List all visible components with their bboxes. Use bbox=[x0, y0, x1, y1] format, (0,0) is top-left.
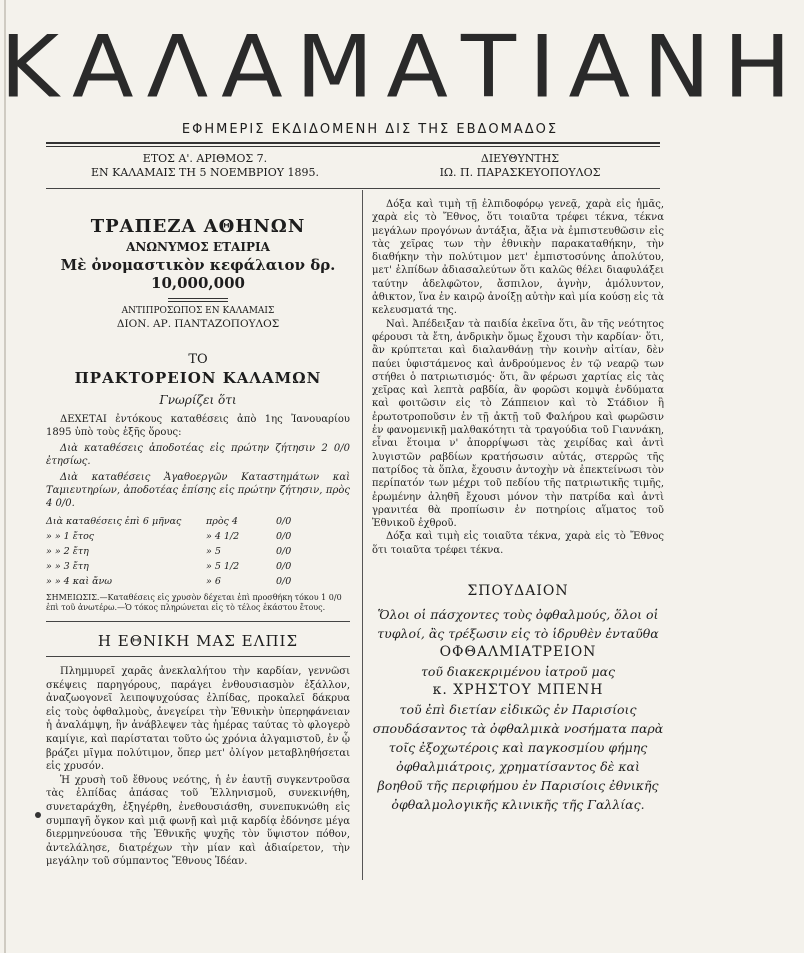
ad-intro: Ὅλοι οἱ πάσχοντες τοὺς ὀφθαλμούς, ὅλοι οἱ τυφλοί, ἂς τρέξωσιν εἰς τὸ ἱδρυθὲν ἐνταῦθα bbox=[377, 607, 659, 642]
header-rule bbox=[46, 188, 660, 189]
article-title: Η ΕΘΝΙΚΗ ΜΑΣ ΕΛΠΙΣ bbox=[97, 632, 299, 650]
announces-label: Γνωρίζει ὅτι bbox=[159, 393, 237, 407]
section-rule bbox=[46, 621, 350, 622]
rate-value: πρὸς 4 bbox=[206, 516, 238, 527]
rate-unit: 0/0 bbox=[276, 561, 292, 572]
representative-name: ΔΙΟΝ. ΑΡ. ΠΑΝΤΑΖΟΠΟΥΛΟΣ bbox=[116, 318, 280, 330]
left-column bbox=[46, 198, 350, 869]
article-paragraph-1: Πλημμυρεῖ χαρᾶς ἀνεκλαλήτου τὴν καρδίαν, γεννῶσι σκέψεις παρηγόρους, παράγει ἐνθουσιασμὸν ἐξάλλον, ἀναζωογονεῖ λειποψυχούσας ἐλπίδας, προκαλεῖ δάκρυα εἰς τοὺς ὀφθαλμοὺς, ἀνεγείρει τὴν Ἐθνικὴν ὑπερηφάνειαν ἡ ἀναλάμψη, ἣν ἀνάβλεψεν τὰς ἡμέρας ταύτας τὸ φλογερὸ καμίγιε, καὶ παρίσταται τοῦτο ὡς χρόνια ἀλγαμιστοῦ, ἐν ᾧ βράζει μῖγμα πολύτιμον, ὅπερ μετ' ὀλίγον μεταβληθήσεται εἰς χρυσόν. bbox=[46, 666, 350, 773]
notice-title: ΣΠΟΥΔΑΙΟΝ bbox=[467, 583, 569, 600]
director-label: ΔΙΕΥΘΥΝΤΗΣ bbox=[480, 152, 560, 165]
agency-title: ΠΡΑΚΤΟΡΕΙΟΝ ΚΑΛΑΜΩΝ bbox=[74, 369, 322, 387]
rate-unit: 0/0 bbox=[276, 516, 292, 527]
deposit-demand: Διὰ καταθέσεις ἀποδοτέας εἰς πρώτην ζήτησιν 2 0/0 ἐτησίως. bbox=[46, 443, 350, 467]
rate-unit: 0/0 bbox=[276, 546, 292, 557]
bank-note: ΣΗΜΕΙΩΣΙΣ.—Καταθέσεις εἰς χρυσὸν δέχεται ἐπὶ προσθήκη τόκου 1 0/0 ἐπὶ τοῦ ἀνωτέρω.—Ὁ τόκος πληρώνεται εἰς τὸ τέλος ἑκάστου ἔτους. bbox=[46, 593, 342, 612]
to-label: ΤΟ bbox=[188, 352, 208, 367]
rate-row bbox=[46, 559, 350, 574]
right-paragraph-3: Δόξα καὶ τιμὴ εἰς τοιαῦτα τέκνα, χαρὰ εἰς τὸ Ἔθνος ὅτι τοιαῦτα τρέφει τέκνα. bbox=[372, 531, 664, 556]
rate-value: » 4 1/2 bbox=[206, 531, 240, 542]
bank-subtitle: ΑΝΩΝΥΜΟΣ ΕΤΑΙΡΙΑ bbox=[126, 240, 270, 254]
margin-mark bbox=[35, 812, 41, 818]
rate-row bbox=[46, 574, 350, 589]
bank-capital: Μὲ ὀνομαστικὸν κεφάλαιον δρ. 10,000,000 bbox=[60, 256, 336, 292]
ornament-rule bbox=[168, 298, 228, 302]
deposit-charity: Διὰ καταθέσεις Ἀγαθοεργῶν Καταστημάτων καὶ Ταμιευτηρίων, ἀποδοτέας ἐπίσης εἰς πρώτην ζήτησιν, πρὸς 4 0/0. bbox=[46, 472, 350, 509]
rate-term: » » 4 καὶ ἄνω bbox=[46, 576, 113, 587]
representative-label: ΑΝΤΙΠΡΟΣΩΠΟΣ ΕΝ ΚΑΛΑΜΑΙΣ bbox=[121, 306, 275, 316]
rate-term: » » 3 ἔτη bbox=[46, 561, 89, 572]
rate-term: » » 1 ἔτος bbox=[46, 531, 95, 542]
masthead-subtitle: ΕΦΗΜΕΡΙΣ ΕΚΔΙΔΟΜΕΝΗ ΔΙΣ ΤΗΣ ΕΒΔΟΜΑΔΟΣ bbox=[181, 122, 559, 137]
rate-value: » 5 bbox=[206, 546, 221, 557]
issue-line-1: ΕΤΟΣ Α'. ΑΡΙΘΜΟΣ 7. bbox=[142, 152, 268, 165]
rate-row bbox=[46, 544, 350, 559]
director-name: ΙΩ. Π. ΠΑΡΑΣΚΕΥΟΠΟΥΛΟΣ bbox=[439, 166, 601, 179]
top-rule bbox=[46, 142, 660, 144]
article-paragraph-2: Ἡ χρυσὴ τοῦ ἔθνους νεότης, ἡ ἐν ἑαυτῇ συγκεντροῦσα τὰς ἐλπίδας ἁπάσας τοῦ Ἑλληνισμοῦ, συνεκινήθη, συνεταράχθη, ἐξηγέρθη, ἐνεθουσιάσθη, συνεπυκνώθη εἰς συμπαγῆ ὄγκον καὶ μιᾷ φωνῇ καὶ μιᾷ καρδίᾳ ἐδόνησε μέγα διερμηνεύουσα τῆς Ἐθνικῆς ψυχῆς τὸν ὕψιστον πόθον, ἀντελάλησε, διατρέχων τὴν μίαν καὶ ἀδιαίρετον, τὴν μεγάλην τοῦ σύμπαντος Ἔθνους Ἰδέαν. bbox=[46, 774, 350, 868]
scan-edge bbox=[4, 0, 6, 953]
rate-value: » 5 1/2 bbox=[206, 561, 240, 572]
ad-credentials: τοῦ ἐπὶ διετίαν εἰδικῶς ἐν Παρισίοις σπουδάσαντος τὰ ὀφθαλμικὰ νοσήματα παρὰ τοῖς ἐξοχωτέροις καὶ παγκοσμίου φήμης ὀφθαλμιάτροις, χρηματίσαντος δὲ καὶ βοηθοῦ τῆς περιφήμου ἐν Παρισίοις ἐθνικῆς ὀφθαλμολογικῆς κλινικῆς τῆς Γαλλίας. bbox=[372, 702, 664, 813]
masthead-title: ΚΑΛΑΜΑΤΙΑΝΗ bbox=[0, 17, 804, 118]
right-paragraph-2: Ναὶ. Ἀπέδειξαν τὰ παιδία ἐκεῖνα ὅτι, ἂν τῆς νεότητος φέρουσι τὰ ἔτη, ἀνδρικὴν ὅμως ἔχουσι τὴν καρδίαν· ὅτι, ἂν κρύπτεται καὶ διαλανθάνῃ τὴν κοινὴν αἰτίαν, δὲν παύει ὑφιστάμενος καὶ ἀνδρούμενος ἐν τῷ νεαρῷ των στήθει ὁ πατριωτισμός· ὅτι, ἂν φέρωσι χαρτίας εἰς τὰς χεῖρας καὶ λεπτὰ ραβδία, ἂν φορῶσι κομψὰ ἐνδύματα καὶ φοιτῶσιν εἰς τὸ Ζάππειον καὶ τὸ Στάδιον ἢ ἐρωτοτροποῦσιν ἐν τῇ ἀκτῇ τοῦ Φαλήρου καὶ φωρῶσιν ἐν φανομενικῇ μαλθακότητι τὰ τραγούδια τοῦ Γιαννάκη, εἶναι ἕτοιμα ν' ἀπορρίψωσι τὰς χειρίδας καὶ ἀντὶ λυγιστῶν ραβδίων κρατήσωσιν αὐτάς, στερρῶς τῆς πατρίδος τὰ ὅπλα, ἔχουσιν ἀντοχὴν νὰ ἐπεκτείνωσι τὸν περίπατόν των μέχρι τοῦ πεδίου τῆς πατριωτικῆς τιμῆς, ἐρωμένην ἀληθῆ ἔχουσι μόνον τὴν πατρίδα καὶ ἀντὶ γρανιτέα θὰ προπίωσιν ἐν ποτηρίοις αἵματος τοῦ Ἐθνικοῦ ἐχθροῦ. bbox=[372, 318, 664, 530]
bank-title: ΤΡΑΠΕΖΑ ΑΘΗΝΩΝ bbox=[90, 216, 306, 237]
ad-clinic-name: ΟΦΘΑΛΜΙΑΤΡΕΙΟΝ bbox=[439, 644, 597, 661]
issue-info bbox=[60, 152, 350, 180]
rate-value: » 6 bbox=[206, 576, 221, 587]
deposit-terms: ΔΕΧΕΤΑΙ ἐντόκους καταθέσεις ἀπὸ 1ης Ἰανουαρίου 1895 ὑπὸ τοὺς ἑξῆς ὅρους: bbox=[46, 414, 350, 438]
right-column bbox=[372, 198, 664, 814]
rate-unit: 0/0 bbox=[276, 531, 292, 542]
rates-table bbox=[46, 514, 350, 589]
rate-term: Διὰ καταθέσεις ἐπὶ 6 μῆνας bbox=[46, 516, 182, 527]
ad-doctor-name: κ. ΧΡΗΣΤΟΥ ΜΠΕΝΗ bbox=[432, 682, 604, 699]
rate-row bbox=[46, 514, 350, 529]
director-info bbox=[380, 152, 660, 180]
article-title-rule bbox=[46, 656, 350, 657]
rate-term: » » 2 ἔτη bbox=[46, 546, 89, 557]
column-divider bbox=[362, 190, 363, 880]
top-rule-thin bbox=[46, 146, 660, 147]
rate-unit: 0/0 bbox=[276, 576, 292, 587]
right-paragraph-1: Δόξα καὶ τιμὴ τῇ ἐλπιδοφόρῳ γενεᾷ, χαρὰ εἰς ἡμᾶς, χαρὰ εἰς τὸ Ἔθνος, ὅτι τοιαῦτα τρέφει τέκνα, τέκνα μεγάλων προγόνων ἀντάξια, ἄξια νὰ ἐμπιστευθῶσιν εἰς τὰς χεῖρας των τὴν ἐθνικὴν παρακαταθήκην, τὴν διαθήκην τὴν πολύτιμον μετ' ἐμπιστοσύνης ἀπολύτου, μετ' ἐλπίδων ἀδιασαλεύτων ὅτι καλῶς θέλει διαφυλάξει ταύτην ἀδελφῶτον, ἄσπιλον, ἁγνὴν, ἀμόλυντον, ἀθικτον, ἵνα ἐν καιρῷ ἀνοίξῃ αὐτὴν καὶ μία κούσῃ εἰς τὰ κελευσματά της. bbox=[372, 199, 664, 317]
rate-row bbox=[46, 529, 350, 544]
ad-doctor-intro: τοῦ διακεκριμένου ἰατροῦ μας bbox=[420, 664, 616, 680]
issue-line-2: ΕΝ ΚΑΛΑΜΑΙΣ ΤΗ 5 ΝΟΕΜΒΡΙΟΥ 1895. bbox=[91, 166, 319, 179]
